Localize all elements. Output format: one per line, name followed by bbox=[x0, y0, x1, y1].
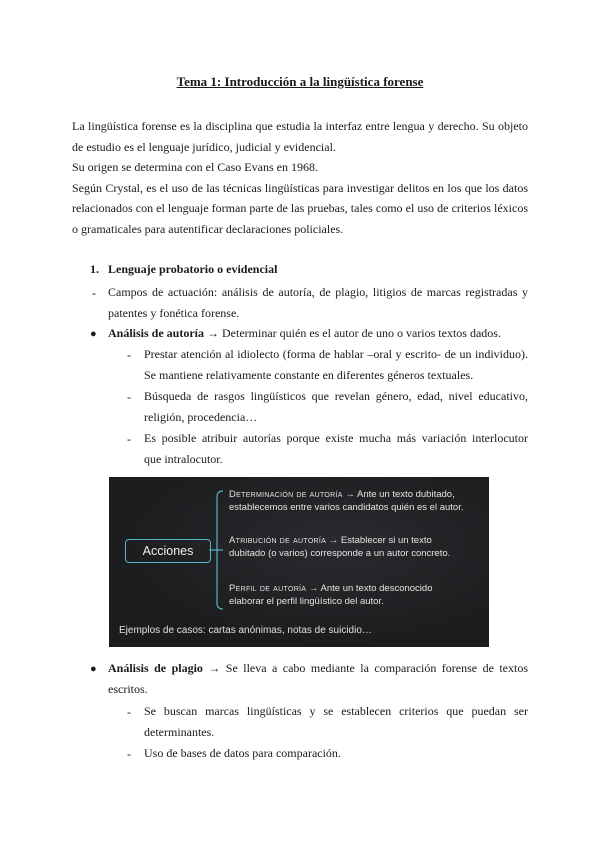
campos-line-2: patentes y fonética forense. bbox=[108, 306, 240, 320]
diagram-term: Determinación de autoría bbox=[229, 489, 343, 500]
diagram-footer: Ejemplos de casos: cartas anónimas, notas de suicidio… bbox=[119, 625, 372, 636]
dash-marker: - bbox=[127, 390, 131, 404]
bullet-icon: ● bbox=[90, 663, 97, 675]
section-number: 1. bbox=[90, 262, 99, 276]
intro-paragraphs bbox=[72, 116, 528, 239]
diagram-term: Perfil de autoría bbox=[229, 583, 307, 594]
intro-origin: Su origen se determina con el Caso Evans en 1968. bbox=[72, 160, 318, 174]
autoria-item-3-line-2: que intralocutor. bbox=[144, 452, 223, 466]
autoria-bullet bbox=[108, 323, 501, 344]
autoria-item-3-line-1: Es posible atribuir autorías porque existe mucha más variación interlocutor bbox=[144, 431, 528, 445]
plagio-description: → Se lleva a cabo mediante la comparación forense de textos bbox=[202, 661, 529, 675]
diagram-term: Atribución de autoría bbox=[229, 535, 327, 546]
intro-definition: La lingüística forense es la disciplina que estudia la interfaz entre lengua y derecho. Su objeto de estudio es el lenguaje jurídico, judicial y evidencial. bbox=[72, 119, 528, 154]
diagram-item-determinacion: Determinación de autoría → Ante un texto dubitado, establecemos entre varios candidatos quién es el autor. bbox=[229, 489, 464, 513]
autoria-item-2-line-2: religión, procedencia… bbox=[144, 410, 258, 424]
diagram-item-atribucion: Atribución de autoría → Establecer si un texto dubitado (o varios) corresponde a un autor concreto. bbox=[229, 535, 451, 559]
document-title: Tema 1: Introducción a la lingüística forense bbox=[176, 74, 424, 89]
acciones-diagram bbox=[109, 477, 489, 647]
autoria-item-2-line-1: Búsqueda de rasgos lingüísticos que revelan género, edad, nivel educativo, bbox=[144, 389, 528, 403]
plagio-item-1-line-1: Se buscan marcas lingüísticas y se establecen criterios que puedan ser bbox=[144, 704, 528, 718]
arrow-icon: → bbox=[345, 489, 355, 500]
autoria-item-1-line-2: Se mantiene relativamente constante en diferentes géneros textuales. bbox=[144, 368, 474, 382]
diagram-item-perfil: Perfil de autoría → Ante un texto desconocido elaborar el perfil lingüístico del autor. bbox=[229, 583, 433, 607]
acciones-label: Acciones bbox=[125, 539, 211, 563]
autoria-keyword: Análisis de autoría bbox=[108, 326, 205, 340]
plagio-item-2-line-1: Uso de bases de datos para comparación. bbox=[144, 746, 341, 760]
dash-marker: - bbox=[127, 747, 131, 761]
intro-crystal: Según Crystal, es el uso de las técnicas lingüísticas para investigar delitos en los que los datos relacionados con el lenguaje forman parte de las pruebas, tales como el uso de criterios léxicos o gramaticales para autentificar declaraciones policiales. bbox=[72, 180, 528, 236]
dash-marker: - bbox=[127, 705, 131, 719]
autoria-item-1-line-1: Prestar atención al idiolecto (forma de hablar –oral y escrito- de un individuo). bbox=[144, 347, 528, 361]
plagio-bullet-line-2: escritos. bbox=[108, 682, 148, 696]
plagio-bullet-line-1 bbox=[108, 658, 528, 679]
dash-marker: - bbox=[127, 432, 131, 446]
campos-line-1: Campos de actuación: análisis de autoría, de plagio, litigios de marcas registradas y bbox=[108, 285, 528, 299]
bullet-icon: ● bbox=[90, 328, 97, 340]
plagio-item-1-line-2: determinantes. bbox=[144, 725, 215, 739]
arrow-icon: → bbox=[308, 583, 319, 594]
arrow-icon: → bbox=[328, 535, 339, 546]
dash-marker: - bbox=[92, 286, 96, 300]
plagio-keyword: Análisis de plagio bbox=[108, 661, 203, 675]
section-heading bbox=[90, 262, 277, 277]
autoria-description: → Determinar quién es el autor de uno o varios textos dados. bbox=[204, 326, 501, 340]
dash-marker: - bbox=[127, 348, 131, 362]
section-heading-text: Lenguaje probatorio o evidencial bbox=[108, 262, 278, 276]
